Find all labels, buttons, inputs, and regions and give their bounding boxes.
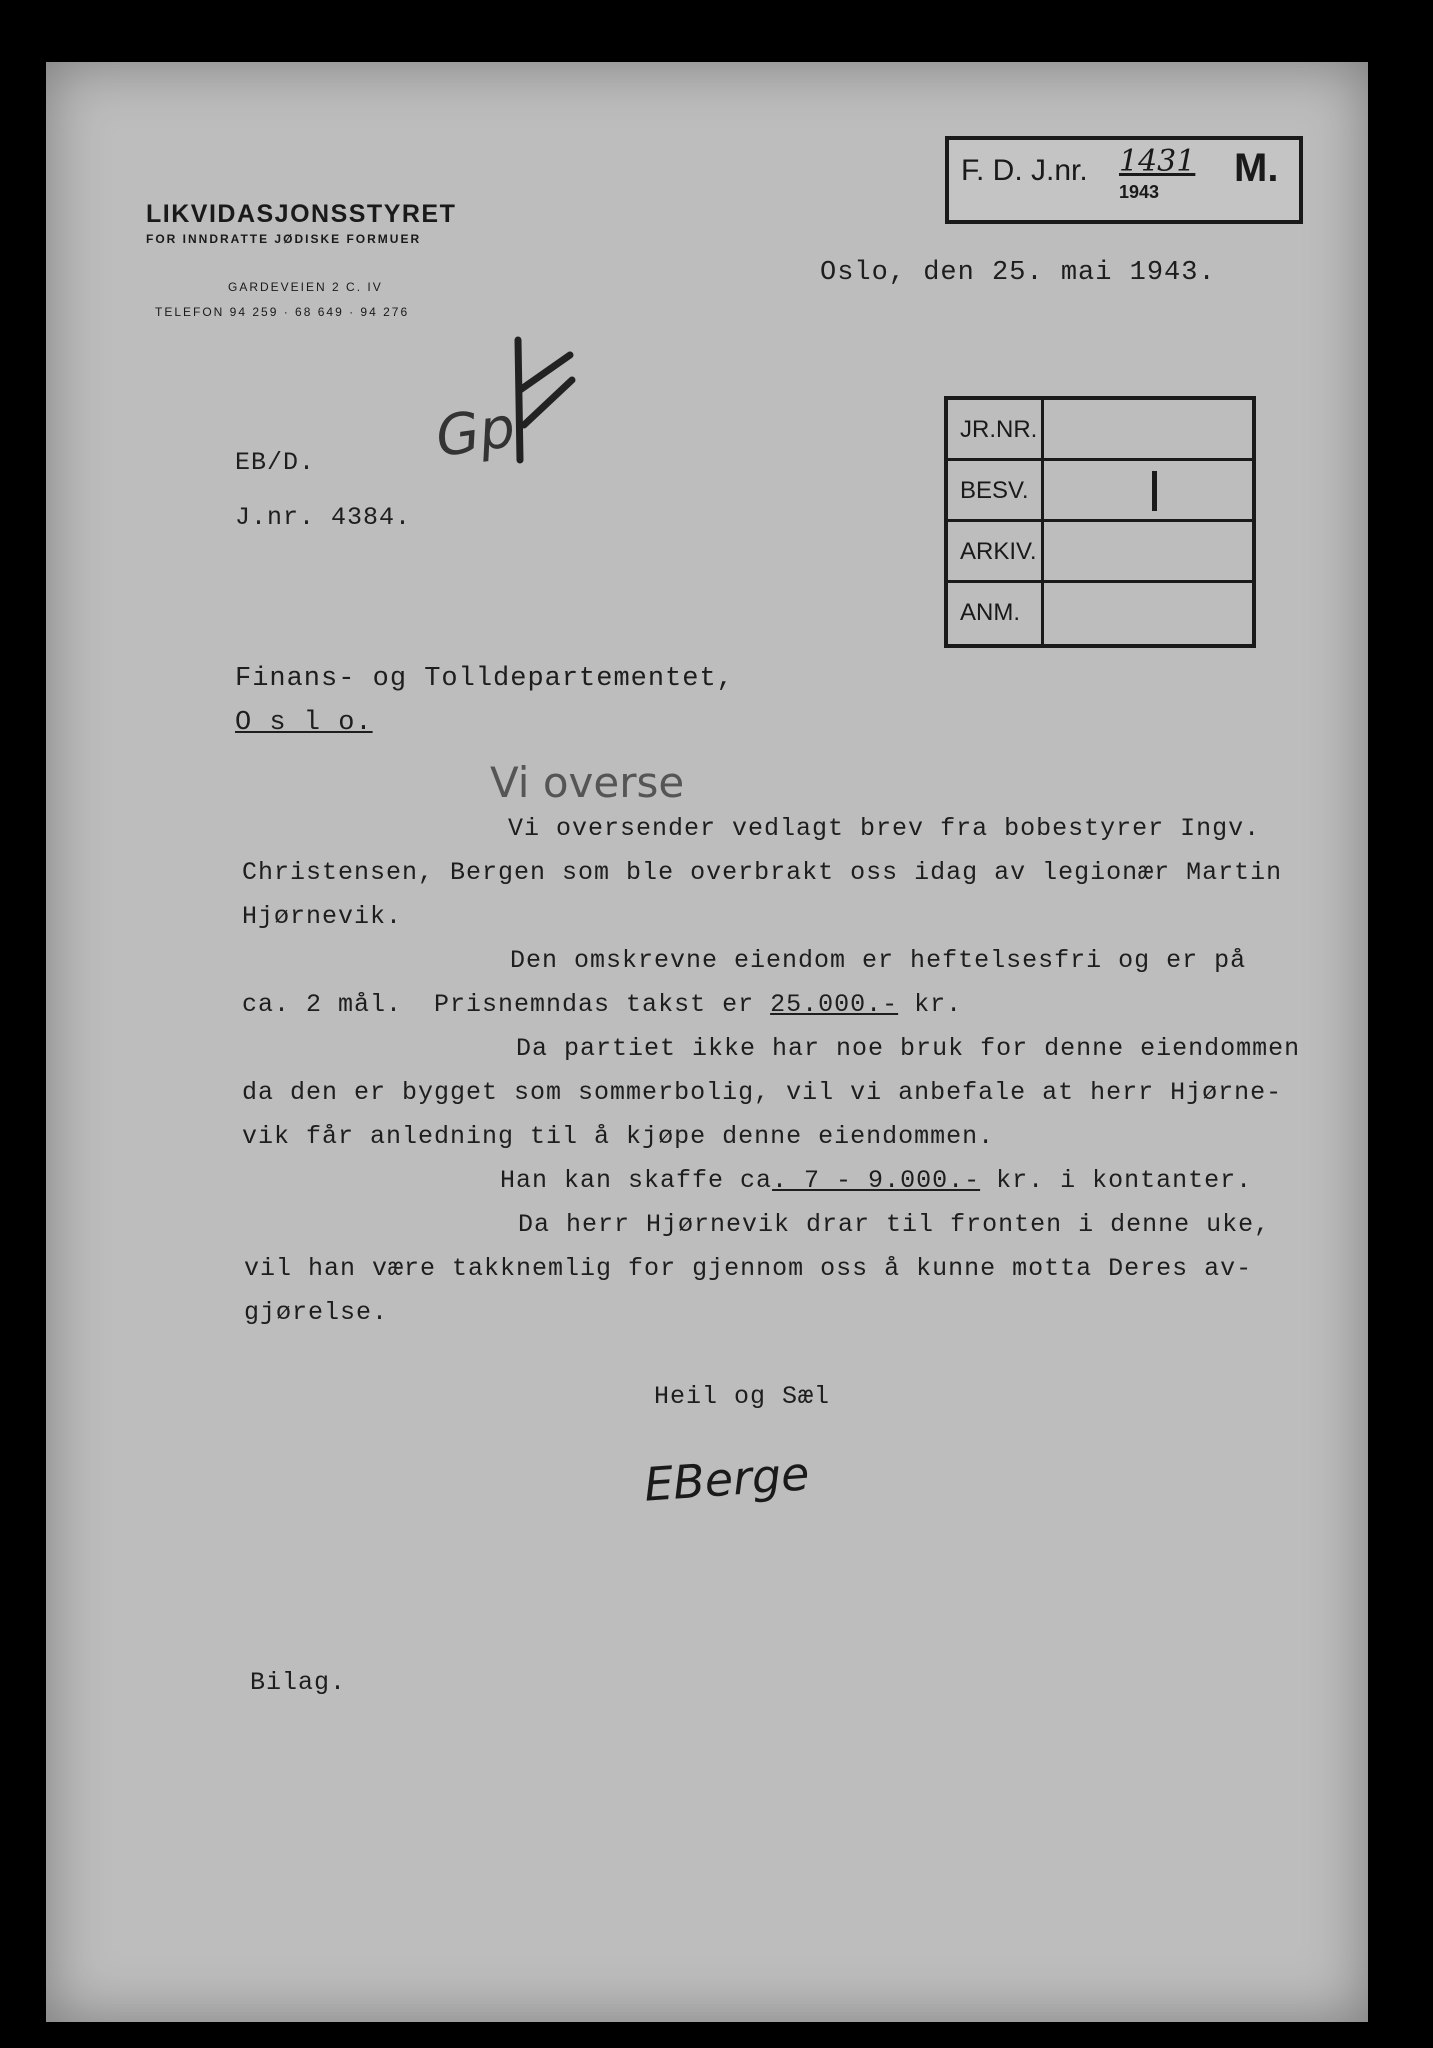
journal-stamp-row [948,461,1252,522]
body-line: da den er bygget som sommerbolig, vil vi anbefale at herr Hjørne- [242,1078,1283,1107]
journal-stamp-value [1044,522,1252,580]
signature: EBerge [642,1446,812,1512]
fd-stamp-initials: M. [1234,146,1279,190]
body-line [500,1166,1252,1195]
handwritten-mark-icon [500,330,580,470]
body-line: gjørelse. [244,1298,389,1327]
letterhead-address: GARDEVEIEN 2 C. IV [228,280,383,294]
fd-stamp-number: 1431 [1119,144,1196,179]
journal-stamp-label: ARKIV. [948,522,1044,580]
journal-stamp-label: JR.NR. [948,400,1044,458]
journal-stamp-row [948,583,1252,644]
body-line: Hjørnevik. [242,902,403,931]
journal-stamp-value [1044,461,1252,519]
body-line: Den omskrevne eiendom er heftelsesfri og er på [510,946,1247,975]
enclosure-note: Bilag. [250,1668,347,1697]
fd-journal-stamp [945,136,1303,224]
body-line: Da partiet ikke har noe bruk for denne eiendommen [516,1034,1301,1063]
body-text: kr. [898,990,963,1019]
body-line [242,990,962,1019]
journal-stamp-label: ANM. [948,583,1044,644]
body-text: Han kan skaffe ca [500,1166,773,1195]
fd-stamp-label: F. D. J.nr. [961,154,1088,187]
body-text: kr. i kontanter. [980,1166,1253,1195]
body-line: Vi oversender vedlagt brev fra bobestyrer Ingv. [508,814,1261,843]
reference-initials: EB/D. [235,448,316,477]
closing-salutation: Heil og Sæl [654,1382,831,1411]
appraisal-amount: 25.000.- [770,990,899,1019]
journal-stamp-row [948,400,1252,461]
cash-amount: . 7 - 9.000.- [772,1166,981,1195]
recipient-line-2: O s l o. [235,708,373,738]
body-line: vik får anledning til å kjøpe denne eiendommen. [242,1122,995,1151]
journal-stamp-value [1044,583,1252,644]
body-line: vil han være takknemlig for gjennom oss å kunne motta Deres av- [244,1254,1253,1283]
journal-stamp-value [1044,400,1252,458]
reference-journal-number: J.nr. 4384. [235,503,412,532]
place-date: Oslo, den 25. mai 1943. [820,258,1216,288]
journal-stamp-row [948,522,1252,583]
letterhead-subtitle: FOR INNDRATTE JØDISKE FORMUER [146,232,422,246]
letterhead-telephone: TELEFON 94 259 · 68 649 · 94 276 [155,305,410,319]
handwritten-initials: Gp [431,394,520,471]
body-line: Da herr Hjørnevik drar til fronten i denne uke, [518,1210,1271,1239]
body-text: ca. 2 mål. Prisnemndas takst er [242,990,771,1019]
recipient-line-1: Finans- og Tolldepartementet, [235,664,734,694]
journal-stamp-mark [1152,471,1157,511]
letterhead-organization: LIKVIDASJONSSTYRET [146,200,457,228]
handwritten-note: Vi overse [490,758,685,807]
journal-stamp-label: BESV. [948,461,1044,519]
body-line: Christensen, Bergen som ble overbrakt oss idag av legionær Martin [242,858,1283,887]
fd-stamp-year: 1943 [1119,182,1160,202]
journal-stamp-grid [944,396,1256,648]
